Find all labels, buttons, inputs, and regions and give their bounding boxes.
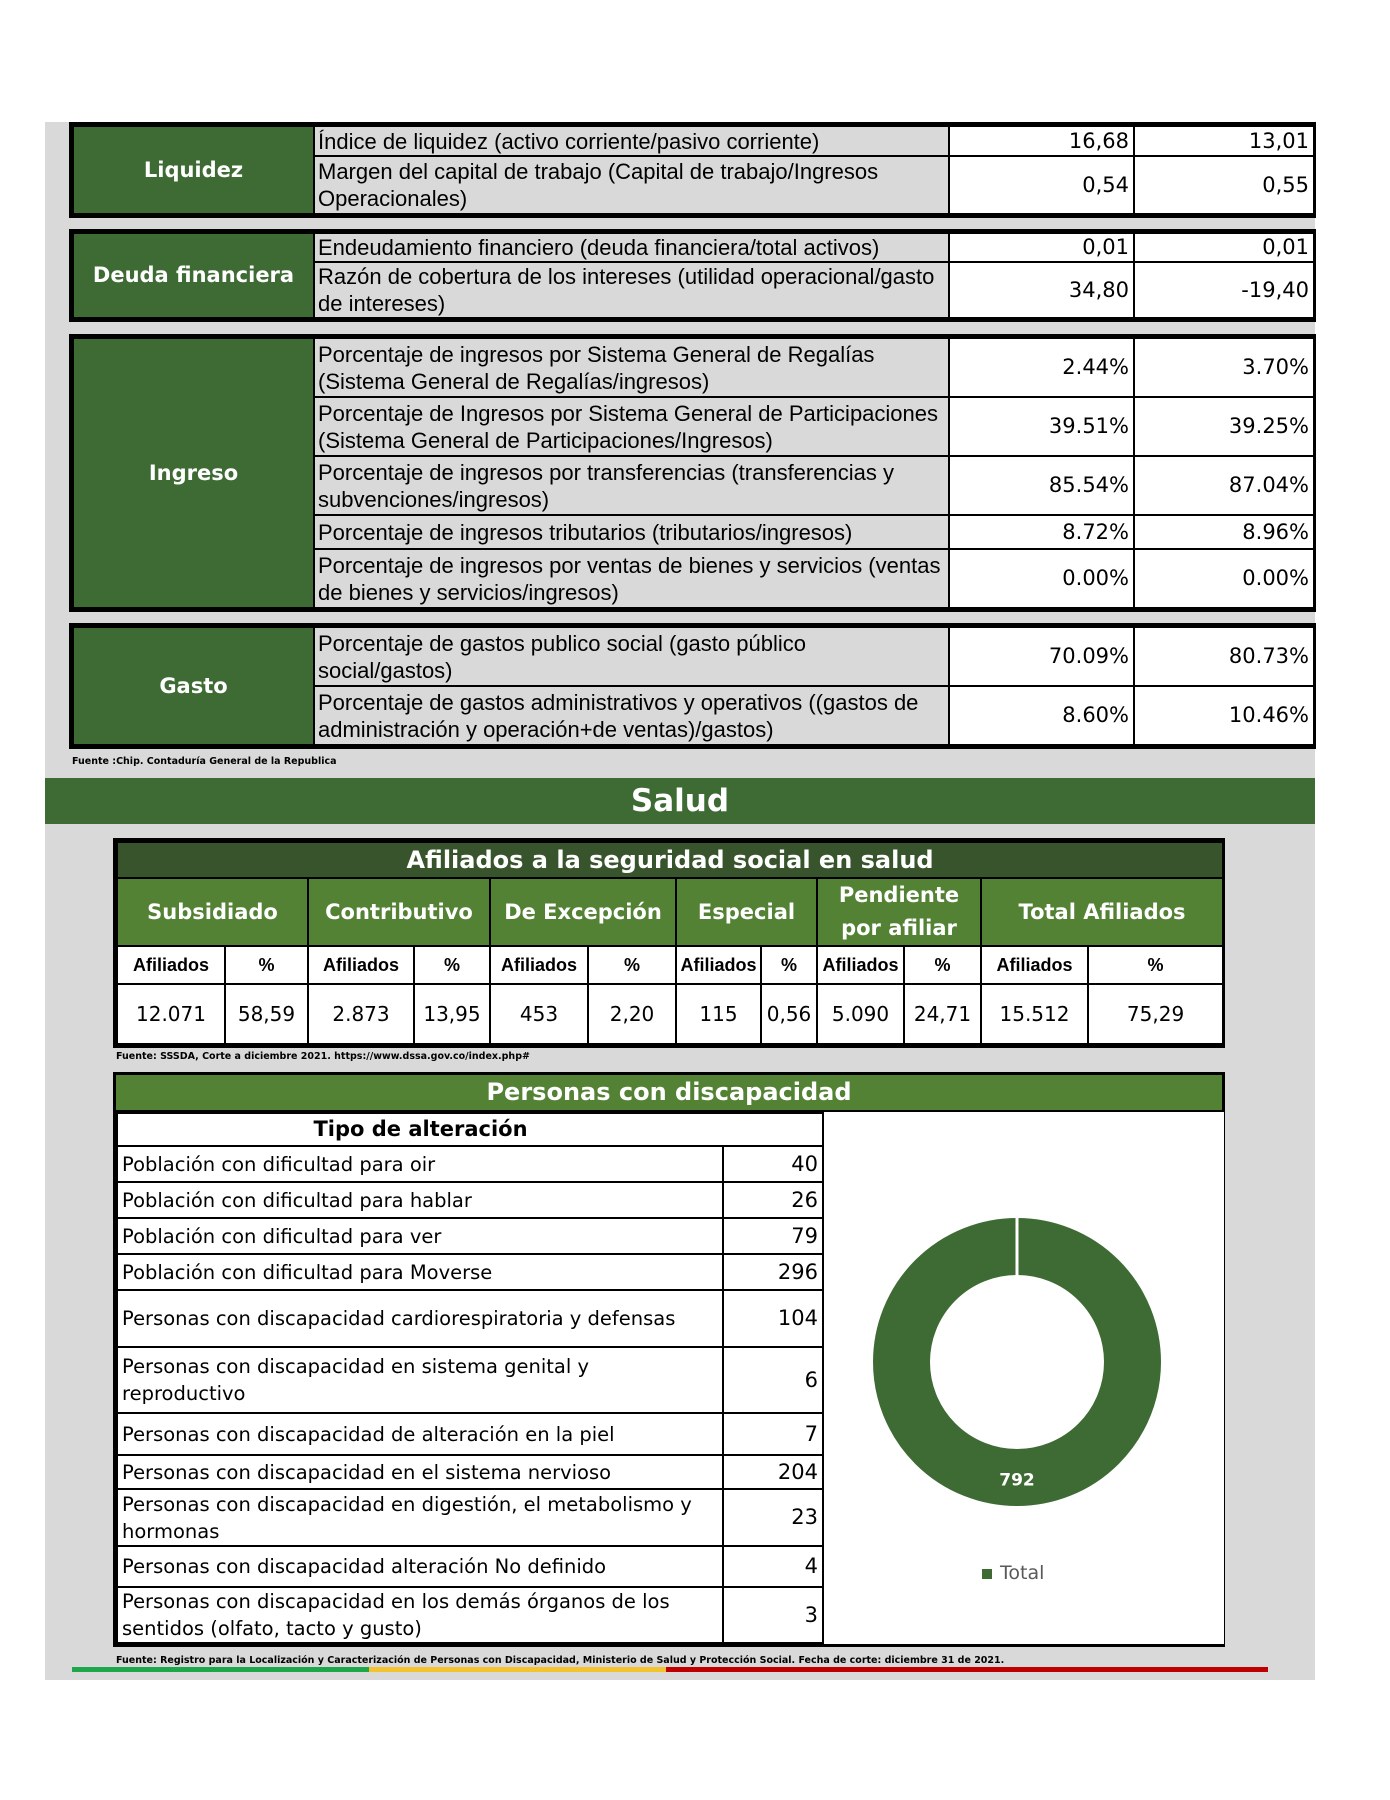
indicator-value-1: 39.51% — [949, 397, 1134, 456]
group-header-excepcion: De Excepción — [490, 878, 676, 946]
block-deuda-financiera — [69, 229, 1316, 322]
indicator-value-1: 8.60% — [949, 686, 1134, 745]
indicator-value-1: 70.09% — [949, 627, 1134, 686]
indicator-value-2: 8.96% — [1134, 515, 1314, 549]
alteracion-label: Personas con discapacidad en el sistema nervioso — [117, 1455, 723, 1489]
indicator-label: Porcentaje de ingresos por Sistema General de Regalías (Sistema General de Regalías/ingresos) — [314, 338, 949, 397]
discapacidad-panel — [113, 1072, 1225, 1647]
indicator-value-1: 85.54% — [949, 456, 1134, 515]
afiliados-pct: 2,20 — [588, 984, 676, 1044]
indicator-label: Porcentaje de gastos publico social (gasto público social/gastos) — [314, 627, 949, 686]
legend-label-total: Total — [1000, 1562, 1045, 1584]
subheader-afiliados: Afiliados — [117, 946, 225, 984]
alteracion-label: Personas con discapacidad cardiorespiratoria y defensas — [117, 1290, 723, 1347]
subheader-afiliados: Afiliados — [308, 946, 414, 984]
chart-legend — [982, 1562, 1044, 1584]
alteracion-label: Personas con discapacidad en sistema genital y reproductivo — [117, 1347, 723, 1413]
category-gasto: Gasto — [73, 627, 314, 745]
afiliados-count: 12.071 — [117, 984, 225, 1044]
alteracion-value: 79 — [723, 1218, 823, 1254]
indicator-value-2: 13,01 — [1134, 126, 1314, 156]
subheader-afiliados: Afiliados — [817, 946, 904, 984]
group-header-subsidiado: Subsidiado — [117, 878, 308, 946]
subheader-pct: % — [588, 946, 676, 984]
alteracion-label: Población con dificultad para hablar — [117, 1182, 723, 1218]
alteracion-label: Personas con discapacidad de alteración en la piel — [117, 1413, 723, 1455]
alteracion-label: Personas con discapacidad en los demás órganos de los sentidos (olfato, tacto y gusto) — [117, 1587, 723, 1643]
afiliados-table — [113, 838, 1225, 1048]
category-deuda-financiera: Deuda financiera — [73, 233, 314, 318]
afiliados-pct: 24,71 — [904, 984, 981, 1044]
afiliados-title: Afiliados a la seguridad social en salud — [117, 842, 1223, 878]
subheader-pct: % — [414, 946, 490, 984]
afiliados-count: 115 — [676, 984, 761, 1044]
indicator-value-1: 8.72% — [949, 515, 1134, 549]
alteracion-value: 6 — [723, 1347, 823, 1413]
afiliados-count: 15.512 — [981, 984, 1088, 1044]
indicator-value-2: 0,55 — [1134, 156, 1314, 214]
alteracion-value: 7 — [723, 1413, 823, 1455]
indicator-label: Porcentaje de ingresos tributarios (tributarios/ingresos) — [314, 515, 949, 549]
footer-stripe-yellow — [369, 1667, 666, 1672]
group-header-pendiente: Pendiente por afiliar — [817, 878, 981, 946]
alteracion-label: Personas con discapacidad en digestión, el metabolismo y hormonas — [117, 1489, 723, 1546]
indicator-value-1: 34,80 — [949, 262, 1134, 318]
indicator-value-1: 16,68 — [949, 126, 1134, 156]
footer-stripe-red — [666, 1667, 1268, 1672]
afiliados-pct: 13,95 — [414, 984, 490, 1044]
legend-swatch — [982, 1569, 992, 1579]
footer-stripe-green — [72, 1667, 369, 1672]
subheader-afiliados: Afiliados — [981, 946, 1088, 984]
subheader-pct: % — [225, 946, 308, 984]
alteracion-label: Población con dificultad para Moverse — [117, 1254, 723, 1290]
alteracion-value: 104 — [723, 1290, 823, 1347]
indicator-value-1: 0,54 — [949, 156, 1134, 214]
financial-source-note: Fuente :Chip. Contaduría General de la Republica — [72, 756, 337, 767]
indicator-label: Razón de cobertura de los intereses (utilidad operacional/gasto de intereses) — [314, 262, 949, 318]
subheader-pct: % — [904, 946, 981, 984]
salud-section-title: Salud — [45, 778, 1315, 824]
alteracion-label: Personas con discapacidad alteración No definido — [117, 1546, 723, 1587]
indicator-value-2: 0,01 — [1134, 233, 1314, 262]
indicator-value-2: 39.25% — [1134, 397, 1314, 456]
block-gasto — [69, 623, 1316, 749]
discapacidad-donut-chart — [822, 1112, 1224, 1644]
group-header-contributivo: Contributivo — [308, 878, 490, 946]
alteracion-value: 3 — [723, 1587, 823, 1643]
indicator-label: Porcentaje de Ingresos por Sistema General de Participaciones (Sistema General de Participaciones/Ingresos) — [314, 397, 949, 456]
indicator-label: Endeudamiento financiero (deuda financiera/total activos) — [314, 233, 949, 262]
indicator-value-2: 0.00% — [1134, 549, 1314, 608]
indicator-value-1: 0.00% — [949, 549, 1134, 608]
subheader-pct: % — [761, 946, 817, 984]
alteracion-label: Población con dificultad para oir — [117, 1146, 723, 1182]
indicator-label: Porcentaje de ingresos por transferencias (transferencias y subvenciones/ingresos) — [314, 456, 949, 515]
discapacidad-source-note: Fuente: Registro para la Localización y Caracterización de Personas con Discapacidad, Ministerio de Salud y Protección Social. Fecha de corte: diciembre 31 de 2021. — [116, 1655, 1005, 1666]
indicator-value-2: 10.46% — [1134, 686, 1314, 745]
alteracion-label: Población con dificultad para ver — [117, 1218, 723, 1254]
group-header-total: Total Afiliados — [981, 878, 1223, 946]
indicator-label: Margen del capital de trabajo (Capital de trabajo/Ingresos Operacionales) — [314, 156, 949, 214]
alteracion-value: 296 — [723, 1254, 823, 1290]
discapacidad-title: Personas con discapacidad — [116, 1075, 1222, 1112]
tipo-alteracion-header: Tipo de alteración — [117, 1113, 723, 1146]
alteracion-value: 4 — [723, 1546, 823, 1587]
block-liquidez — [69, 122, 1316, 218]
indicator-value-2: 80.73% — [1134, 627, 1314, 686]
indicator-value-2: 3.70% — [1134, 338, 1314, 397]
alteracion-value: 204 — [723, 1455, 823, 1489]
discapacidad-table — [116, 1112, 824, 1644]
afiliados-count: 453 — [490, 984, 588, 1044]
afiliados-source-note: Fuente: SSSDA, Corte a diciembre 2021. https://www.dssa.gov.co/index.php# — [116, 1051, 530, 1062]
category-liquidez: Liquidez — [73, 126, 314, 214]
indicator-label: Índice de liquidez (activo corriente/pasivo corriente) — [314, 126, 949, 156]
afiliados-pct: 75,29 — [1088, 984, 1223, 1044]
afiliados-count: 5.090 — [817, 984, 904, 1044]
subheader-afiliados: Afiliados — [676, 946, 761, 984]
subheader-afiliados: Afiliados — [490, 946, 588, 984]
group-header-especial: Especial — [676, 878, 817, 946]
indicator-label: Porcentaje de ingresos por ventas de bienes y servicios (ventas de bienes y servicios/ingresos) — [314, 549, 949, 608]
donut-slice-total — [902, 1247, 1133, 1478]
donut-data-label: 792 — [999, 1470, 1035, 1491]
indicator-value-2: 87.04% — [1134, 456, 1314, 515]
header-spacer — [723, 1113, 823, 1146]
block-ingreso — [69, 334, 1316, 612]
indicator-label: Porcentaje de gastos administrativos y operativos ((gastos de administración y operación+de ventas)/gastos) — [314, 686, 949, 745]
category-ingreso: Ingreso — [73, 338, 314, 608]
indicator-value-1: 2.44% — [949, 338, 1134, 397]
alteracion-value: 26 — [723, 1182, 823, 1218]
indicator-value-1: 0,01 — [949, 233, 1134, 262]
subheader-pct: % — [1088, 946, 1223, 984]
afiliados-pct: 0,56 — [761, 984, 817, 1044]
afiliados-pct: 58,59 — [225, 984, 308, 1044]
alteracion-value: 23 — [723, 1489, 823, 1546]
afiliados-count: 2.873 — [308, 984, 414, 1044]
alteracion-value: 40 — [723, 1146, 823, 1182]
indicator-value-2: -19,40 — [1134, 262, 1314, 318]
